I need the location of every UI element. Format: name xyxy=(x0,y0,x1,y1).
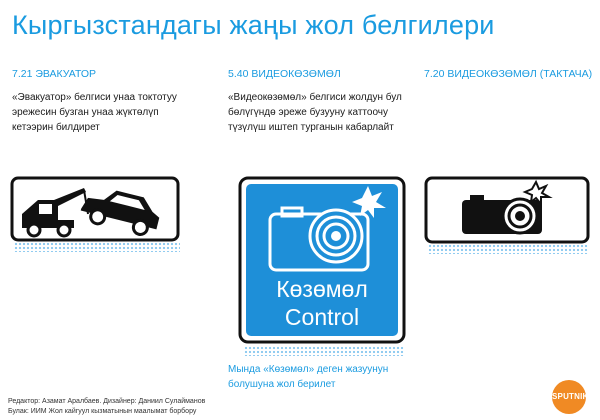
credits-editor: Редактор: Азамат Аралбаев. Дизайнер: Даниил Сулайманов xyxy=(8,398,206,405)
sputnik-logo: SPUTNIK xyxy=(552,380,586,414)
sign-label-kyrgyz: Көзөмөл xyxy=(276,276,368,302)
heading-videocontrol-plate: 7.20 ВИДЕОКӨЗӨМӨЛ (ТАКТАЧА) xyxy=(424,68,593,80)
heading-videocontrol: 5.40 ВИДЕОКӨЗӨМӨЛ xyxy=(228,68,341,80)
credits-source: Булак: ИИМ Жол кайгуул кызматынын маалымат борбору xyxy=(8,408,197,415)
sign-label-english: Control xyxy=(284,304,360,330)
sign-shadow xyxy=(14,242,180,252)
sign-shadow xyxy=(428,244,588,254)
page-title: Кыргызстандагы жаңы жол белгилери xyxy=(12,10,495,40)
videocontrol-sign xyxy=(238,176,406,344)
text-videocontrol: «Видеокөзөмөл» белгиси жолдун бул бөлүгүндө эреже бузууну каттоочу түзүлүш иштеп турганын кабарлайт xyxy=(228,92,402,133)
sign-shadow xyxy=(244,346,404,356)
credits xyxy=(8,397,205,417)
heading-evacuator: 7.21 ЭВАКУАТОР xyxy=(12,68,97,80)
text-evacuator: «Эвакуатор» белгиси унаа токтотуу эрежесин бузган унаа жүктөлүп кетээрин билдирет xyxy=(12,92,177,133)
sign-caption: Мында «Көзөмөл» деген жазуунун болушуна жол берилет xyxy=(228,364,389,390)
tow-truck-sign xyxy=(10,176,180,242)
camera-plate-sign xyxy=(424,176,590,244)
